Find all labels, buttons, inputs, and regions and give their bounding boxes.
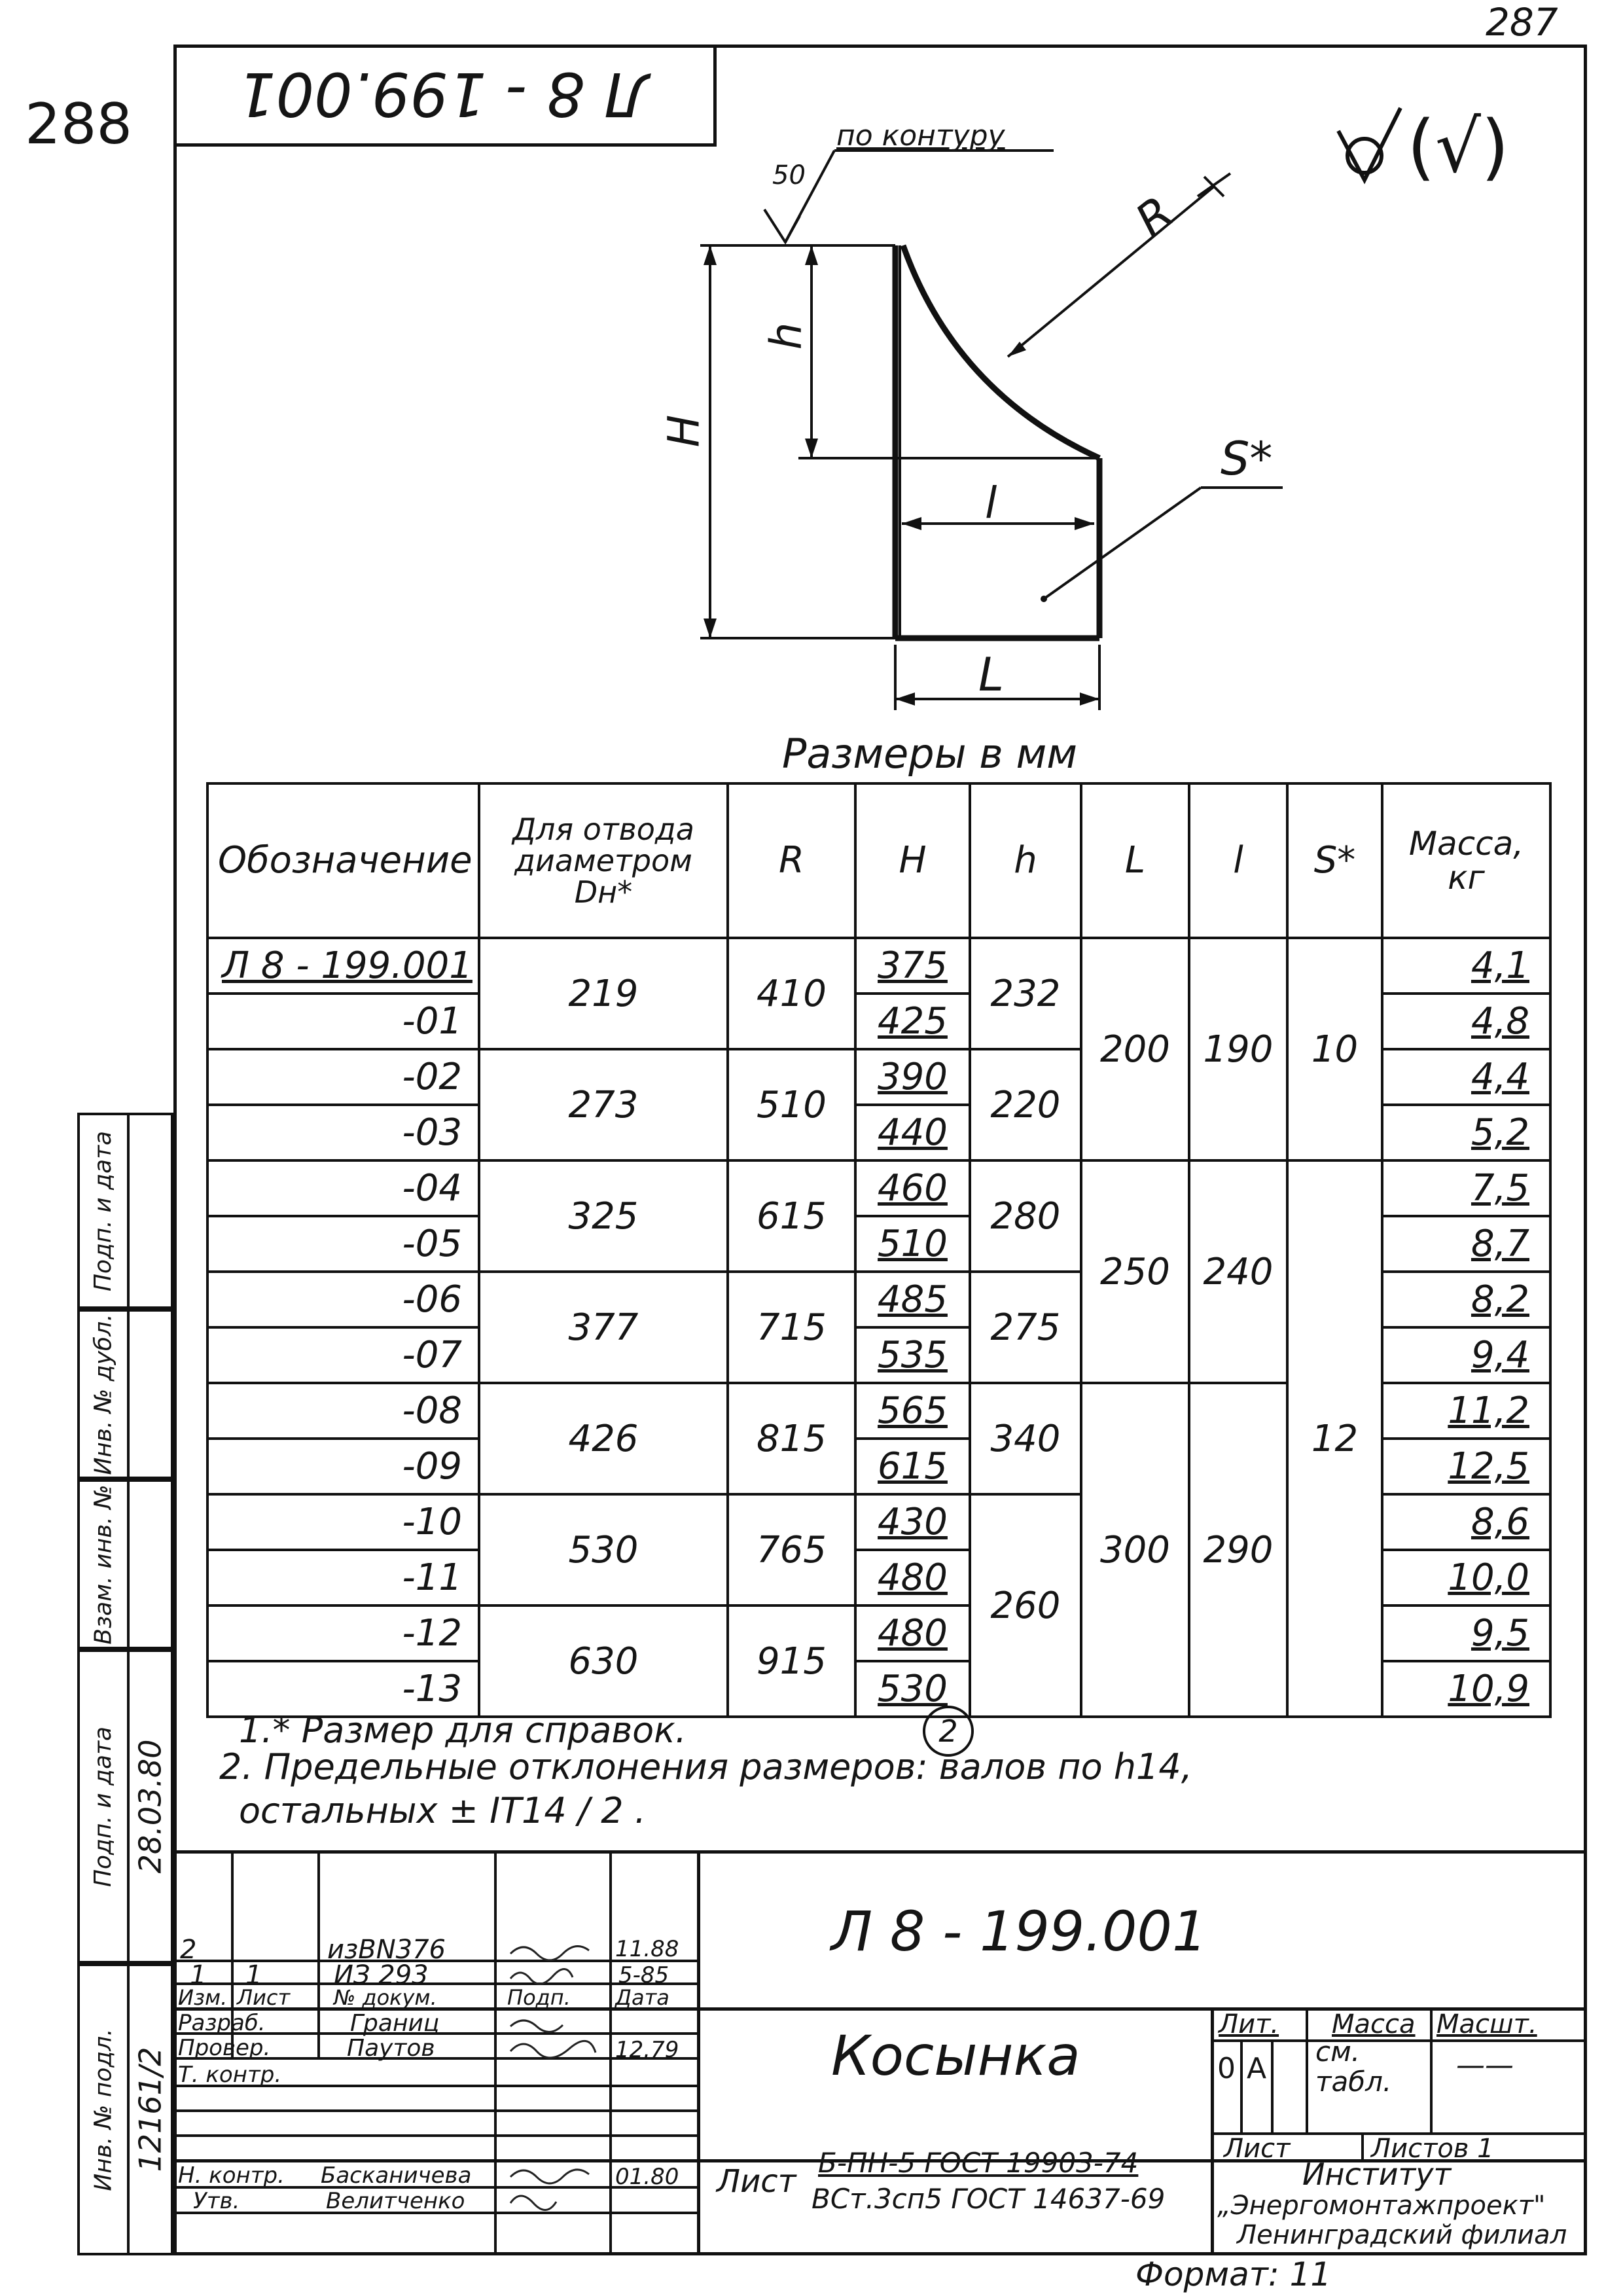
H-cell: 565 — [855, 1383, 970, 1439]
sidebar-value — [130, 1479, 173, 1649]
l-cell: 290 — [1189, 1383, 1287, 1717]
sidebar-label: Инв. № подл. — [90, 2028, 117, 2191]
roughness-value: 50 — [772, 160, 806, 190]
date-nkontr: 01.80 — [615, 2164, 679, 2190]
hdr-list: Лист — [237, 1985, 291, 2010]
designation-cell: -01 — [207, 994, 479, 1049]
mass-cell: 8,7 — [1382, 1216, 1550, 1272]
part-drawing — [0, 0, 1623, 779]
designation-cell: -08 — [207, 1383, 479, 1439]
material-top: Б-ПН-5 ГОСТ 19903-74 — [818, 2147, 1139, 2179]
designation-cell: -03 — [207, 1105, 479, 1160]
mass-cell: 10,0 — [1382, 1550, 1550, 1605]
table-row — [207, 938, 1550, 994]
designation-cell: -06 — [207, 1272, 479, 1327]
change1-doc: ИЗ 293 — [334, 1960, 429, 1990]
note-2a: 2. Предельные отклонения размеров: валов по h14, — [219, 1746, 1192, 1787]
hdr-date: Дата — [615, 1985, 669, 2010]
designation-cell: -11 — [207, 1550, 479, 1605]
mass-cell: 5,2 — [1382, 1105, 1550, 1160]
R-cell: 915 — [728, 1605, 855, 1717]
sidebar-inv-podl — [77, 1964, 130, 2255]
handwritten-page-number: 288 — [25, 92, 133, 157]
header-l: l — [1189, 783, 1287, 938]
dn-cell: 325 — [479, 1160, 728, 1272]
material-bottom: ВСт.3сп5 ГОСТ 14637-69 — [812, 2183, 1166, 2215]
dn-cell: 219 — [479, 938, 728, 1049]
note-2b: остальных ± IT14 / 2 . — [239, 1790, 646, 1831]
mass-value: см. табл. — [1315, 2036, 1392, 2098]
mass-cell: 4,8 — [1382, 994, 1550, 1049]
org-line3: Ленинградский филиал — [1237, 2220, 1567, 2250]
name-prover: Паутов — [347, 2035, 435, 2062]
S-cell: 10 — [1287, 938, 1382, 1160]
mass-cell: 10,9 — [1382, 1661, 1550, 1717]
change-signatures — [504, 1934, 609, 1986]
title-name: Косынка — [831, 2024, 1080, 2088]
name-nkontr: Басканичева — [321, 2162, 472, 2189]
scale-label: Масшт. — [1436, 2009, 1537, 2039]
sidebar-label: Взам. инв. № — [90, 1484, 117, 1645]
L-cell: 200 — [1081, 938, 1189, 1160]
table-header-row — [207, 783, 1550, 938]
hdr-izm: Изм. — [178, 1985, 228, 2010]
R-cell: 715 — [728, 1272, 855, 1383]
role-nkontr: Н. контр. — [178, 2162, 285, 2189]
sidebar-value — [130, 1964, 173, 2255]
header-R: R — [728, 783, 855, 938]
h-cell: 275 — [970, 1272, 1081, 1383]
revision-circle-number: 2 — [938, 1713, 958, 1749]
R-cell: 815 — [728, 1383, 855, 1494]
sidebar-podp-data-1 — [77, 1113, 130, 1309]
header-S: S* — [1287, 783, 1382, 938]
sidebar-value — [130, 1649, 173, 1964]
H-cell: 480 — [855, 1550, 970, 1605]
roughness-note: по контуру — [836, 119, 1005, 152]
lit-label: Лит. — [1219, 2009, 1279, 2039]
H-cell: 615 — [855, 1439, 970, 1494]
R-cell: 410 — [728, 938, 855, 1049]
hdr-doc: № докум. — [334, 1985, 437, 2010]
H-cell: 440 — [855, 1105, 970, 1160]
role-prover: Провер. — [178, 2035, 271, 2061]
mass-cell: 7,5 — [1382, 1160, 1550, 1216]
H-cell: 535 — [855, 1327, 970, 1383]
H-cell: 530 — [855, 1661, 970, 1717]
mass-cell: 11,2 — [1382, 1383, 1550, 1439]
h-cell: 260 — [970, 1494, 1081, 1717]
sidebar-vzam-inv — [77, 1479, 130, 1649]
sheets-label: Листов 1 — [1371, 2134, 1494, 2164]
name-razrab: Границ — [350, 2010, 440, 2037]
dn-cell: 273 — [479, 1049, 728, 1160]
sidebar-value — [130, 1309, 173, 1479]
designation-cell: Л 8 - 199.001 — [207, 938, 479, 994]
h-cell: 220 — [970, 1049, 1081, 1160]
change1-list: 1 — [245, 1960, 262, 1990]
dn-cell: 630 — [479, 1605, 728, 1717]
designation-cell: -12 — [207, 1605, 479, 1661]
R-cell: 615 — [728, 1160, 855, 1272]
H-cell: 485 — [855, 1272, 970, 1327]
mass-cell: 4,4 — [1382, 1049, 1550, 1105]
role-utv: Утв. — [193, 2188, 240, 2214]
mass-cell: 12,5 — [1382, 1439, 1550, 1494]
change2-doc: изВN376 — [327, 1935, 446, 1965]
sidebar-value — [130, 1113, 173, 1309]
L-cell: 300 — [1081, 1383, 1189, 1717]
label-h: h — [760, 322, 812, 350]
label-S: S* — [1221, 432, 1273, 486]
S-cell: 12 — [1287, 1160, 1382, 1717]
lit-value-1: А — [1247, 2052, 1267, 2085]
header-designation: Обозначение — [207, 783, 479, 938]
date-prover: 12.79 — [615, 2037, 679, 2063]
sidebar-label: Подп. и дата — [90, 1130, 117, 1291]
H-cell: 460 — [855, 1160, 970, 1216]
org-line2: „Энергомонтажпроект" — [1217, 2191, 1546, 2221]
dn-cell: 426 — [479, 1383, 728, 1494]
H-cell: 425 — [855, 994, 970, 1049]
H-cell: 390 — [855, 1049, 970, 1105]
h-cell: 340 — [970, 1383, 1081, 1494]
format-label: Формат: 11 — [1135, 2255, 1332, 2293]
l-cell: 190 — [1189, 938, 1287, 1160]
R-cell: 510 — [728, 1049, 855, 1160]
sheet-label: Лист — [1224, 2134, 1291, 2164]
sidebar-label: Подп. и дата — [90, 1726, 117, 1887]
note-1: 1.* Размер для справок. — [239, 1710, 687, 1751]
mass-cell: 9,5 — [1382, 1605, 1550, 1661]
L-cell: 250 — [1081, 1160, 1189, 1383]
designation-cell: -13 — [207, 1661, 479, 1717]
sidebar-date-value: 28.03.80 — [132, 1739, 168, 1874]
mass-cell: 4,1 — [1382, 938, 1550, 994]
mass-cell: 8,6 — [1382, 1494, 1550, 1550]
change1-date: 5-85 — [618, 1962, 669, 1988]
printed-page-number: 287 — [1486, 0, 1558, 45]
dn-cell: 377 — [479, 1272, 728, 1383]
header-L: L — [1081, 783, 1189, 938]
designation-cell: -10 — [207, 1494, 479, 1550]
change2-date: 11.88 — [615, 1936, 679, 1962]
org-line1: Институт — [1302, 2157, 1452, 2192]
H-cell: 375 — [855, 938, 970, 994]
scale-value: —— — [1456, 2049, 1514, 2082]
l-cell: 240 — [1189, 1160, 1287, 1383]
roughness-brackets: (√) — [1407, 105, 1509, 188]
h-cell: 232 — [970, 938, 1081, 1049]
designation-cell: -07 — [207, 1327, 479, 1383]
label-H: H — [658, 414, 709, 448]
left-sidebar — [77, 1113, 173, 2255]
designation-cell: -02 — [207, 1049, 479, 1105]
designation-cell: -04 — [207, 1160, 479, 1216]
change1-izm: 1 — [190, 1960, 207, 1990]
header-h: h — [970, 783, 1081, 938]
sidebar-podp-data-2 — [77, 1649, 130, 1964]
header-dn: Для отвода диаметром Dн* — [479, 783, 728, 938]
change2-izm: 2 — [180, 1935, 197, 1965]
H-cell: 480 — [855, 1605, 970, 1661]
sidebar-inv-value: 12161/2 — [132, 2047, 168, 2172]
material-sheet-label: Лист — [717, 2163, 796, 2200]
sidebar-label: Инв. № дубл. — [90, 1313, 117, 1475]
lit-value-0: 0 — [1217, 2052, 1236, 2085]
role-signatures — [504, 2008, 609, 2217]
role-tkontr: Т. контр. — [178, 2062, 282, 2088]
units-caption: Размеры в мм — [782, 730, 1078, 778]
designation-cell: -05 — [207, 1216, 479, 1272]
title-designation: Л 8 - 199.001 — [831, 1899, 1207, 1964]
H-cell: 510 — [855, 1216, 970, 1272]
mass-cell: 9,4 — [1382, 1327, 1550, 1383]
table-row — [207, 1160, 1550, 1216]
sidebar-inv-dubl — [77, 1309, 130, 1479]
header-H: H — [855, 783, 970, 938]
dimensions-table — [206, 782, 1552, 1718]
label-R: R — [1125, 185, 1184, 248]
R-cell: 765 — [728, 1494, 855, 1605]
label-l: l — [985, 478, 997, 528]
mass-label: Масса — [1332, 2009, 1416, 2039]
h-cell: 280 — [970, 1160, 1081, 1272]
role-razrab: Разраб. — [178, 2010, 266, 2036]
label-L: L — [978, 648, 1004, 702]
dn-cell: 530 — [479, 1494, 728, 1605]
hdr-sign: Подп. — [507, 1985, 571, 2010]
designation-cell: -09 — [207, 1439, 479, 1494]
header-mass: Масса, кг — [1382, 783, 1550, 938]
name-utv: Велитченко — [326, 2188, 465, 2214]
mass-cell: 8,2 — [1382, 1272, 1550, 1327]
rotated-designation: Л 8 - 199.001 — [237, 59, 650, 129]
H-cell: 430 — [855, 1494, 970, 1550]
